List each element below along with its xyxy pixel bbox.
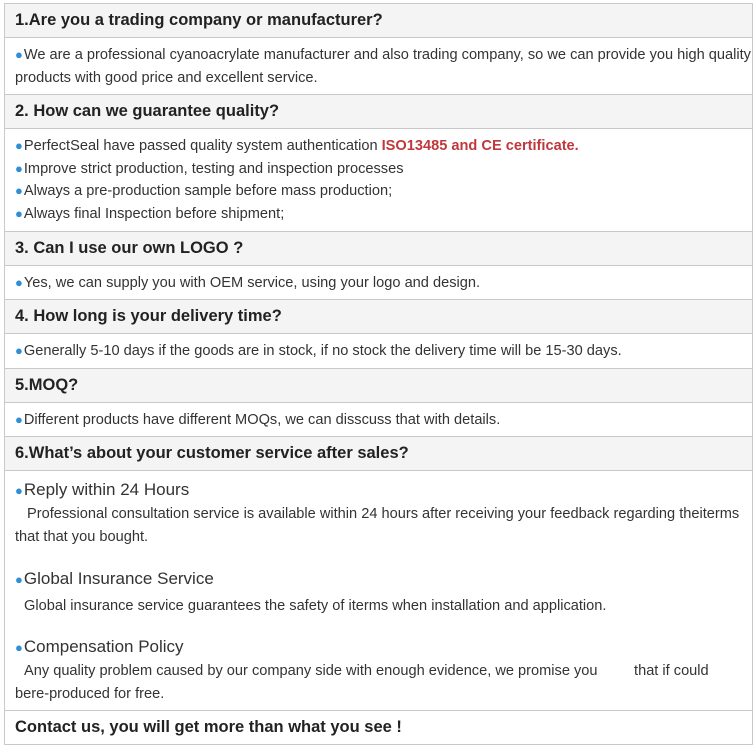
bullet-icon: ● [15,274,23,290]
certificate-highlight: ISO13485 and CE certificate. [381,138,579,155]
answer-line: ●PerfectSeal have passed quality system authentication ISO13485 and CE certificate. [15,138,579,155]
answer-3: ●Yes, we can supply you with OEM service, using your logo and design. [5,265,753,300]
question-6: 6.What’s about your customer service after sales? [5,437,753,471]
bullet-icon: ● [15,411,23,427]
service-title: ●Global Insurance Service [15,568,214,588]
question-1: 1.Are you a trading company or manufacturer? [5,4,753,38]
answer-line: ●Improve strict production, testing and inspection processes [15,160,404,177]
answer-6 [5,471,753,711]
bullet-icon: ● [15,160,23,176]
service-title: ●Reply within 24 Hours [15,480,190,500]
question-2: 2. How can we guarantee quality? [5,95,753,129]
question-4: 4. How long is your delivery time? [5,300,753,334]
service-detail: Any quality problem caused by our company side with enough evidence, we promise you that if could bere-produced for free. [15,663,713,702]
bullet-icon: ● [15,483,23,499]
answer-4: ●Generally 5-10 days if the goods are in stock, if no stock the delivery time will be 15-30 days. [5,334,753,369]
bullet-icon: ● [15,138,23,154]
bullet-icon: ● [15,571,23,587]
question-5: 5.MOQ? [5,368,753,402]
bullet-icon: ● [15,343,23,359]
bullet-icon: ● [15,640,23,656]
answer-line: ●Always a pre-production sample before mass production; [15,183,393,200]
bullet-icon: ● [15,183,23,199]
service-detail: Professional consultation service is available within 24 hours after receiving your feedback regarding theiterms that that you bought. [15,506,740,545]
service-detail: Global insurance service guarantees the safety of iterms when installation and application. [24,597,607,614]
answer-line: ●Always final Inspection before shipment; [15,205,285,222]
footer-contact: Contact us, you will get more than what you see ! [5,711,753,745]
answer-1: ●We are a professional cyanoacrylate manufacturer and also trading company, so we can provide you high quality products with good price and excellent service. [5,38,753,95]
service-title: ●Compensation Policy [15,637,184,657]
bullet-icon: ● [15,205,23,221]
faq-table [4,3,753,745]
bullet-icon: ● [15,47,23,62]
question-3: 3. Can I use our own LOGO ? [5,231,753,265]
answer-5: ●Different products have different MOQs, we can disscuss that with details. [5,402,753,437]
answer-2 [5,129,753,231]
